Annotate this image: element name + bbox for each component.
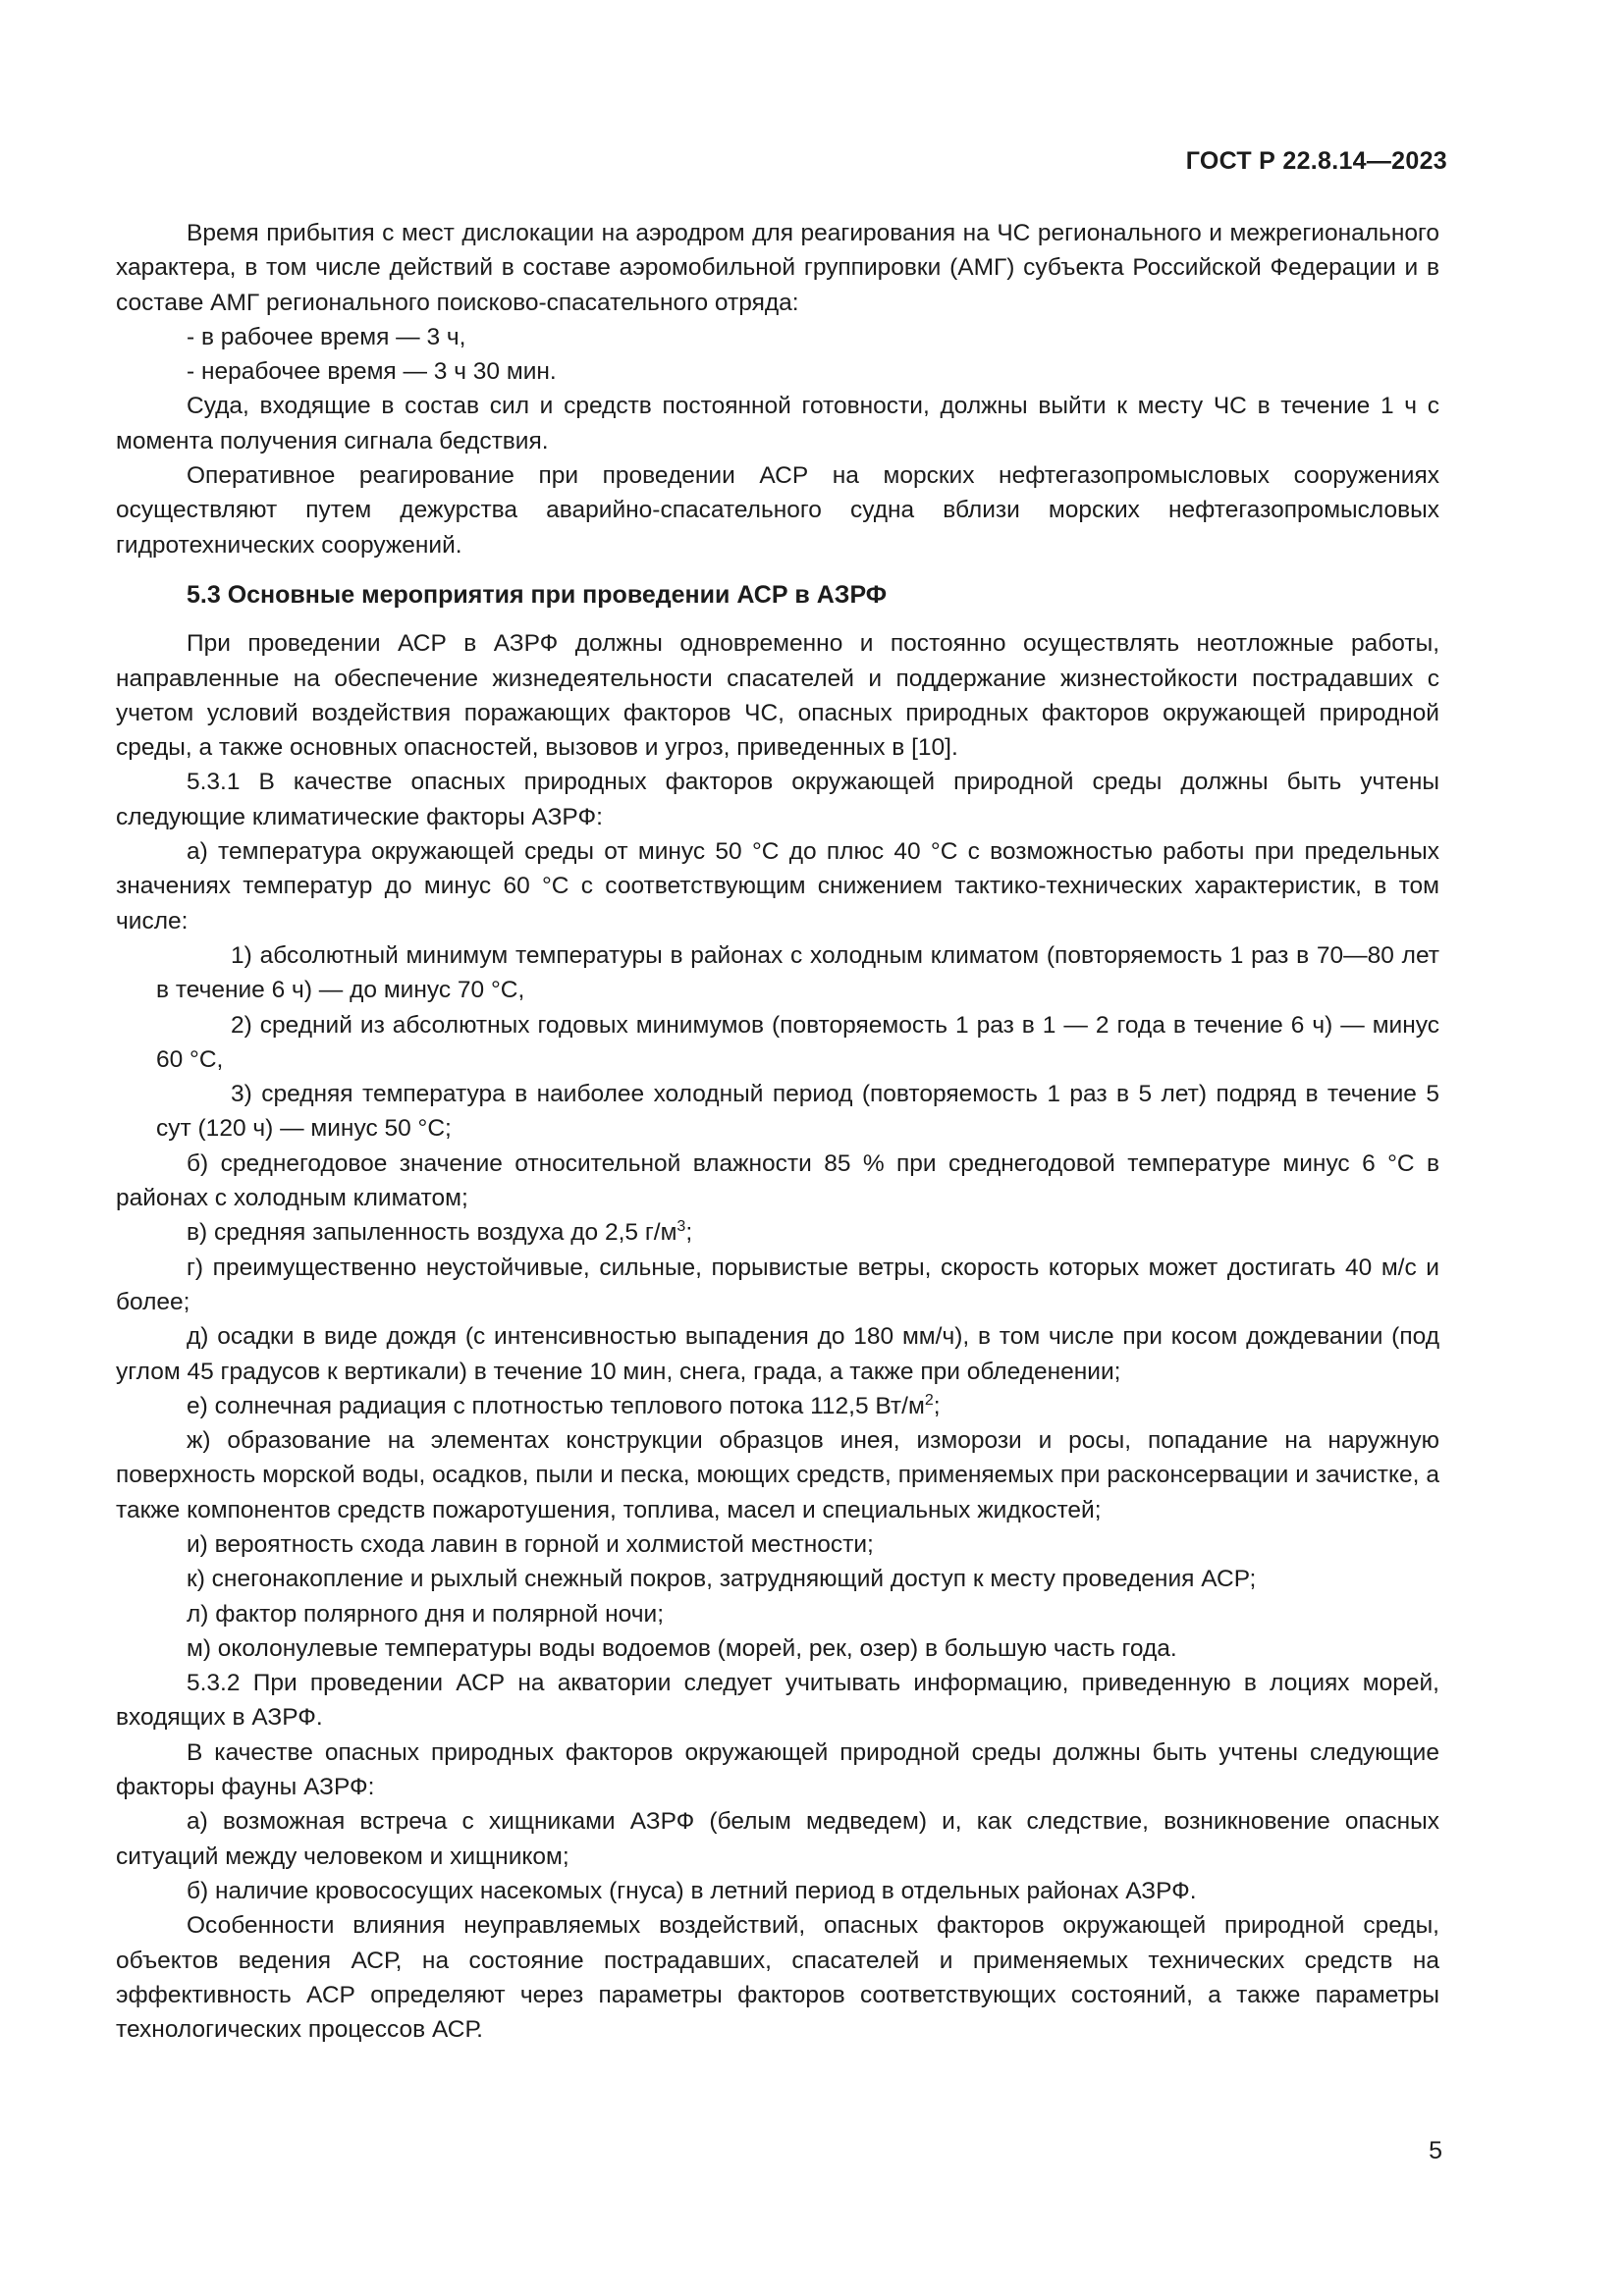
paragraph: При проведении АСР в АЗРФ должны одновременно и постоянно осуществлять неотложные работы, направленные на обеспечение жизнедеятельности спасателей и поддержание жизнестойкости пострадавших с учетом условий воздействия поражающих факторов ЧС, опасных природных факторов окружающей природной среды, а также основных опасностей, вызовов и угроз, приведенных в [10]. [116, 630, 1439, 762]
list-item: б) среднегодовое значение относительной влажности 85 % при среднегодовой температуре минус 6 °С в районах с холодным климатом; [116, 1149, 1439, 1212]
sub-item-text: абсолютный минимум температуры в районах с холодным климатом (повторяемость 1 раз в 70—80 лет в течение 6 ч) — до минус 70 °С, [156, 941, 1439, 1004]
paragraph: Время прибытия с мест дислокации на аэродром для реагирования на ЧС регионального и межрегионального характера, в том числе действий в составе аэромобильной группировки (АМГ) субъекта Российской Федерации и в составе АМГ регионального поисково-спасательного отряда: [116, 220, 1439, 316]
sub-item-text: средняя температура в наиболее холодный период (повторяемость 1 раз в 5 лет) подряд в течение 5 сут (120 ч) — минус 50 °С; [156, 1081, 1439, 1143]
paragraph: Особенности влияния неуправляемых воздействий, опасных факторов окружающей природной среды, объектов ведения АСР, на состояние пострадавших, спасателей и применяемых технических средств на эффективность АСР определяют через параметры факторов соответствующих состояний, а также параметры технологических процессов АСР. [116, 1912, 1439, 2044]
paragraph: 5.3.1 В качестве опасных природных факторов окружающей природной среды должны быть учтены следующие климатические факторы АЗРФ: [116, 769, 1439, 830]
sub-list-item [116, 938, 1439, 1008]
item-text: е) солнечная радиация с плотностью теплового потока 112,5 Вт/м [187, 1392, 925, 1419]
list-item: д) осадки в виде дождя (с интенсивностью выпадения до 180 мм/ч), в том числе при косом дождевании (под углом 45 градусов к вертикали) в течение 10 мин, снега, града, а также при обледенении; [116, 1323, 1439, 1385]
paragraph: 5.3.2 При проведении АСР на акватории следует учитывать информацию, приведенную в лоциях морей, входящих в АЗРФ. [116, 1670, 1439, 1732]
sub-item-number: 2) [231, 1011, 252, 1039]
list-item: ж) образование на элементах конструкции образцов инея, изморози и росы, попадание на наружную поверхность морской воды, осадков, пыли и песка, моющих средств, применяемых при расконсервации и зачистке, а также компонентов средств пожаротушения, топлива, масел и специальных жидкостей; [116, 1427, 1439, 1523]
sub-list-item [116, 1008, 1439, 1078]
document-id-header: ГОСТ Р 22.8.14—2023 [1185, 147, 1447, 175]
paragraph: В качестве опасных природных факторов окружающей природной среды должны быть учтены следующие факторы фауны АЗРФ: [116, 1738, 1439, 1801]
list-item: б) наличие кровососущих насекомых (гнуса) в летний период в отдельных районах АЗРФ. [187, 1877, 1197, 1904]
list-item: - в рабочее время — 3 ч, [187, 323, 466, 350]
list-item [116, 1215, 1439, 1250]
item-text: в) средняя запыленность воздуха до 2,5 г/м [187, 1219, 677, 1247]
item-end: ; [685, 1219, 693, 1247]
sub-list-item [116, 1077, 1439, 1147]
list-item [116, 1389, 1439, 1423]
section-heading: 5.3 Основные мероприятия при проведении АСР в АЗРФ [187, 580, 888, 609]
list-item: к) снегонакопление и рыхлый снежный покров, затрудняющий доступ к месту проведения АСР; [187, 1566, 1257, 1593]
sub-item-number: 1) [231, 941, 252, 969]
list-item: и) вероятность схода лавин в горной и холмистой местности; [187, 1530, 874, 1558]
paragraph: Оперативное реагирование при проведении АСР на морских нефтегазопромысловых сооружениях осуществляют путем дежурства аварийно-спасательного судна вблизи морских нефтегазопромысловых гидротехнических сооружений. [116, 462, 1439, 559]
sub-item-number: 3) [231, 1081, 252, 1108]
item-end: ; [933, 1392, 941, 1419]
document-body [116, 216, 1439, 2047]
sub-item-text: средний из абсолютных годовых минимумов (повторяемость 1 раз в 1 — 2 года в течение 6 ч) — минус 60 °С, [156, 1011, 1439, 1073]
list-item: м) околонулевые температуры воды водоемов (морей, рек, озер) в большую часть года. [187, 1634, 1177, 1662]
list-item: а) температура окружающей среды от минус 50 °С до плюс 40 °С с возможностью работы при предельных значениях температур до минус 60 °С с соответствующим снижением тактико-технических характеристик, в том числе: [116, 838, 1439, 934]
list-item: л) фактор полярного дня и полярной ночи; [187, 1600, 665, 1628]
superscript: 3 [677, 1218, 686, 1236]
list-item: - нерабочее время — 3 ч 30 мин. [187, 358, 557, 386]
list-item: г) преимущественно неустойчивые, сильные, порывистые ветры, скорость которых может достигать 40 м/с и более; [116, 1254, 1439, 1315]
list-item: а) возможная встреча с хищниками АЗРФ (белым медведем) и, как следствие, возникновение опасных ситуаций между человеком и хищником; [116, 1808, 1439, 1870]
paragraph: Суда, входящие в состав сил и средств постоянной готовности, должны выйти к месту ЧС в течение 1 ч с момента получения сигнала бедствия. [116, 393, 1439, 454]
page-number: 5 [1429, 2137, 1442, 2164]
superscript: 2 [924, 1391, 934, 1409]
